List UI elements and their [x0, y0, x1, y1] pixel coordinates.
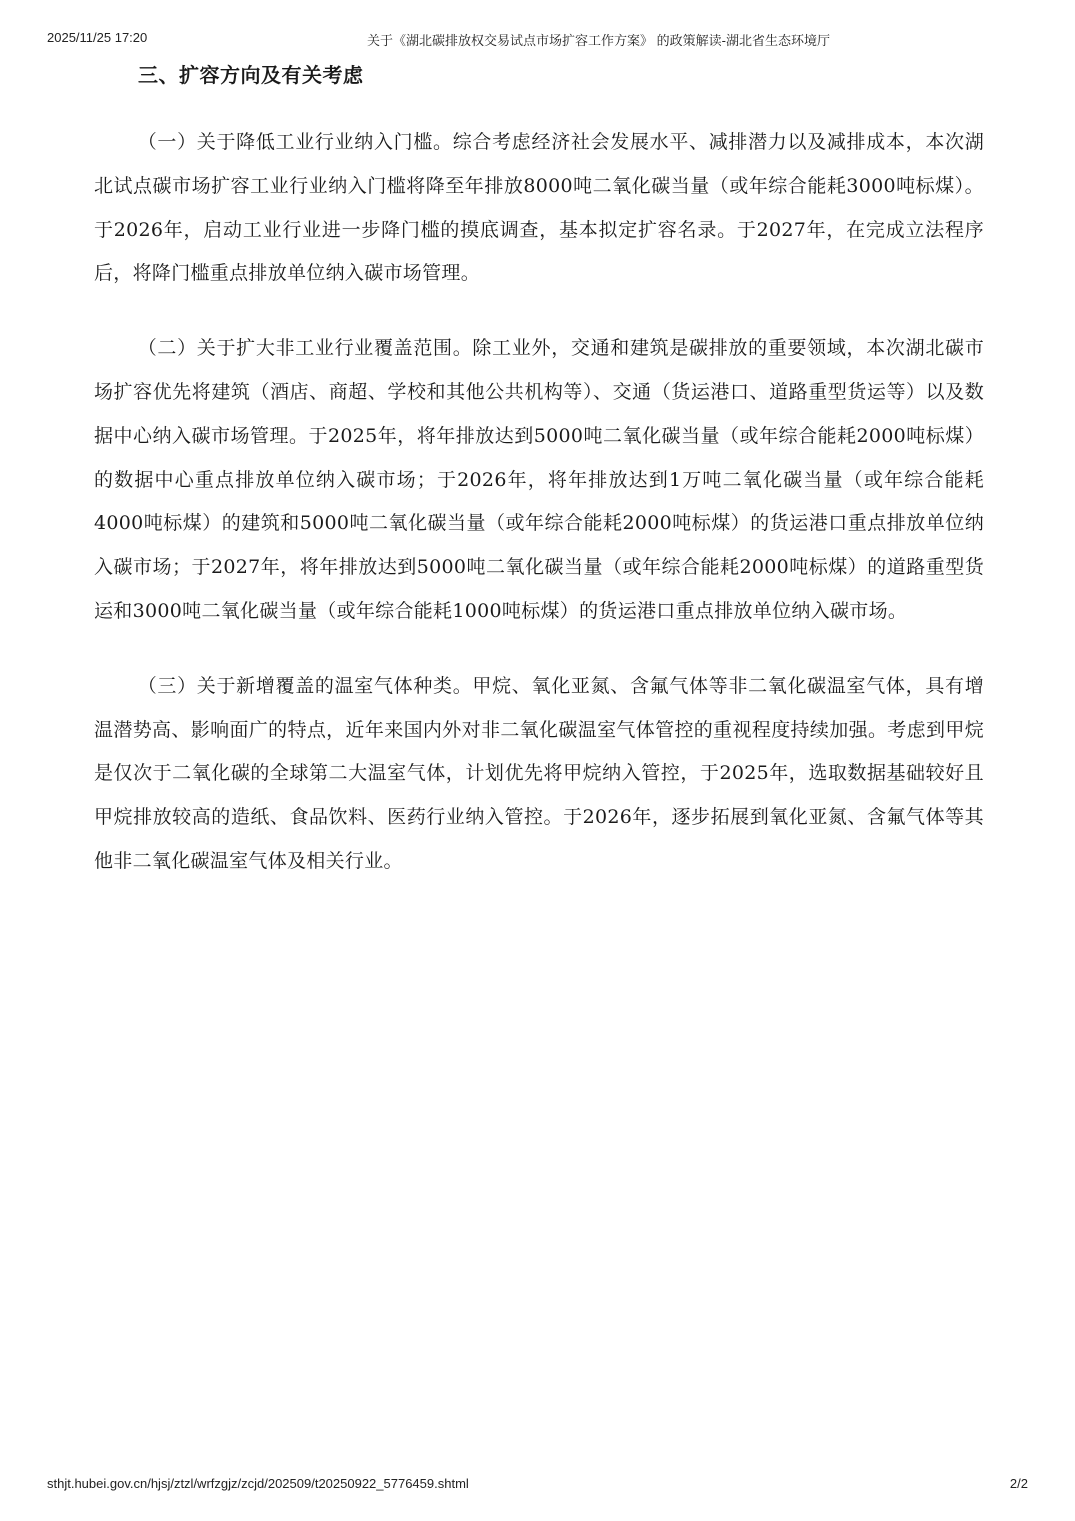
print-timestamp: 2025/11/25 17:20: [47, 30, 148, 45]
print-footer: [47, 1476, 1028, 1494]
print-url: sthjt.hubei.gov.cn/hjsj/ztzl/wrfzgjz/zcjd/202509/t20250922_5776459.shtml: [47, 1476, 469, 1491]
article-content: [94, 60, 984, 884]
page-number: 2/2: [1009, 1476, 1028, 1491]
paragraph-greenhouse-gases: （三）关于新增覆盖的温室气体种类。甲烷、氧化亚氮、含氟气体等非二氧化碳温室气体，具有增温潜势高、影响面广的特点，近年来国内外对非二氧化碳温室气体管控的重视程度持续加强。考虑到甲烷是仅次于二氧化碳的全球第二大温室气体，计划优先将甲烷纳入管控，于2025年，选取数据基础较好且甲烷排放较高的造纸、食品饮料、医药行业纳入管控。于2026年，逐步拓展到氧化亚氮、含氟气体等其他非二氧化碳温室气体及相关行业。: [94, 674, 984, 872]
print-page-title: 关于《湖北碳排放权交易试点市场扩容工作方案》 的政策解读-湖北省生态环境厅: [367, 33, 830, 48]
paragraph-expand-coverage: （二）关于扩大非工业行业覆盖范围。除工业外，交通和建筑是碳排放的重要领域，本次湖北碳市场扩容优先将建筑（酒店、商超、学校和其他公共机构等）、交通（货运港口、道路重型货运等）以及数据中心纳入碳市场管理。于2025年，将年排放达到5000吨二氧化碳当量（或年综合能耗2000吨标煤）的数据中心重点排放单位纳入碳市场；于2026年，将年排放达到1万吨二氧化碳当量（或年综合能耗4000吨标煤）的建筑和5000吨二氧化碳当量（或年综合能耗2000吨标煤）的货运港口重点排放单位纳入碳市场；于2027年，将年排放达到5000吨二氧化碳当量（或年综合能耗2000吨标煤）的道路重型货运和3000吨二氧化碳当量（或年综合能耗1000吨标煤）的货运港口重点排放单位纳入碳市场。: [94, 337, 984, 622]
section-heading: 三、扩容方向及有关考虑: [138, 63, 364, 87]
paragraph-lower-threshold: （一）关于降低工业行业纳入门槛。综合考虑经济社会发展水平、减排潜力以及减排成本，本次湖北试点碳市场扩容工业行业纳入门槛将降至年排放8000吨二氧化碳当量（或年综合能耗3000吨标煤）。于2026年，启动工业行业进一步降门槛的摸底调查，基本拟定扩容名录。于2027年，在完成立法程序后，将降门槛重点排放单位纳入碳市场管理。: [94, 131, 984, 285]
print-header: [47, 30, 1028, 48]
